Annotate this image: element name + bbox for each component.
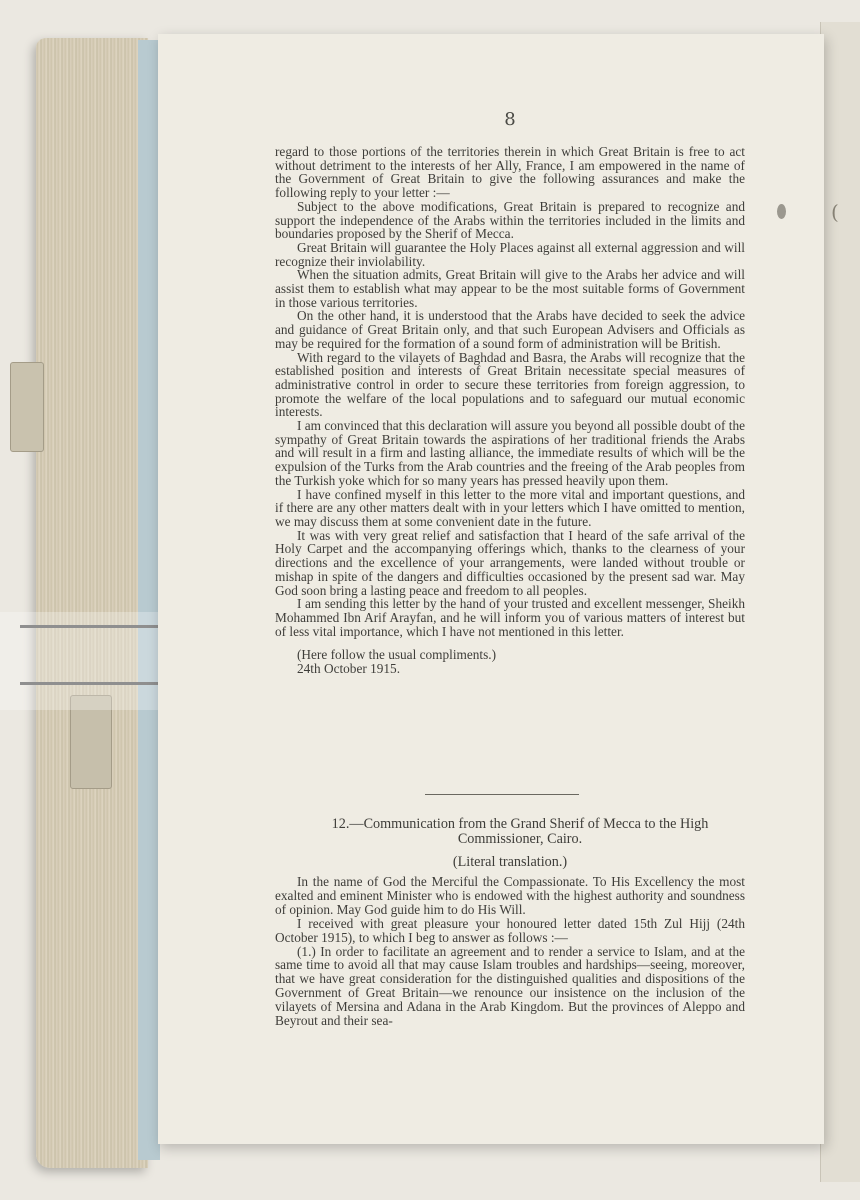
paragraph: With regard to the vilayets of Baghdad and Basra, the Arabs will recognize that the established position and interests of Great Britain necessitate special measures of administrative control in order to secure these territories from foreign aggression, to promote the welfare of the local populations and to safeguard our mutual economic interests. [275,349,745,420]
paragraph: I received with great pleasure your honoured letter dated 15th Zul Hijj (24th October 1915), to which I beg to answer as follows :— [275,915,745,945]
closing-date: 24th October 1915. [297,661,401,677]
next-page-edge [820,22,860,1182]
paragraph: On the other hand, it is understood that the Arabs have decided to seek the advice and guidance of Great Britain only, and that such European Advisers and Officials as may be required for the formation of a sound form of administration will be British. [275,308,745,351]
margin-mark: ( [831,200,839,224]
binding-cover-strip [138,40,160,1160]
section-heading-line: Commissioner, Cairo. [457,831,583,847]
paragraph: I am sending this letter by the hand of your trusted and excellent messenger, Sheikh Mohammed Ibn Arif Arayfan, and he will inform you of various matters of interest but of less vital importance, which I have not mentioned in this letter. [275,596,745,639]
paragraph: In the name of God the Merciful the Compassionate. To His Excellency the most exalted and eminent Minister who is endowed with the highest authority and soundness of opinion. May God guide him to do His Will. [275,874,745,917]
paragraph: Subject to the above modifications, Great Britain is prepared to recognize and support the independence of the Arabs within the territories included in the limits and boundaries proposed by the Sherif of Mecca. [275,198,745,242]
book-page-edges [36,38,148,1168]
subheading: (Literal translation.) [452,854,568,870]
paragraph: It was with very great relief and satisfaction that I heard of the safe arrival of the Holy Carpet and the accompanying offerings which, thanks to the clearness of your directions and the excellence of your arrangements, were landed without trouble or mishap in spite of the dangers and difficulties occasioned by the present sad war. May God soon bring a lasting peace and freedom to all peoples. [275,527,745,598]
section-heading [300,817,740,847]
section-heading-line: 12.—Communication from the Grand Sherif of Mecca to the High [331,816,709,832]
paragraph: regard to those portions of the territories therein in which Great Britain is free to act without detriment to the interests of her Ally, France, I am empowered in the name of the Government of Great Britain to give the following assurances and make the following reply to your letter :— [275,144,745,201]
paragraph: (1.) In order to facilitate an agreement and to render a service to Islam, and at the same time to avoid all that may cause Islam troubles and hardships—seeing, moreover, that we have great consideration for the distinguished qualities and dispositions of the Government of Great Britain—we renounce our insistence on the inclusion of the vilayets of Mersina and Adana in the Arab Kingdom. But the provinces of Aleppo and Beyrout and their sea- [275,943,745,1029]
punch-hole [777,204,786,219]
bookmark-tab-top [10,362,44,452]
page-number: 8 [504,109,516,130]
closing-compliments: (Here follow the usual compliments.) [297,647,497,663]
paragraph: When the situation admits, Great Britain will give to the Arabs her advice and will assist them to establish what may appear to be the most suitable forms of Government in those various territories. [275,267,745,310]
letter-body [275,145,745,676]
second-letter-body [275,875,745,1028]
paragraph: I have confined myself in this letter to the more vital and important questions, and if there are any other matters dealt with in your letters which I have omitted to mention, we may discuss them at some convenient date in the future. [275,486,745,529]
section-divider [425,794,579,795]
paragraph: I am convinced that this declaration will assure you beyond all possible doubt of the sympathy of Great Britain towards the aspirations of her traditional friends the Arabs and will result in a firm and lasting alliance, the immediate results of which will be the expulsion of the Turks from the Arab countries and the freeing of the Arab peoples from the Turkish yoke which for so many years has pressed heavily upon them. [275,418,745,488]
paragraph: Great Britain will guarantee the Holy Places against all external aggression and will recognize their inviolability. [275,239,745,269]
